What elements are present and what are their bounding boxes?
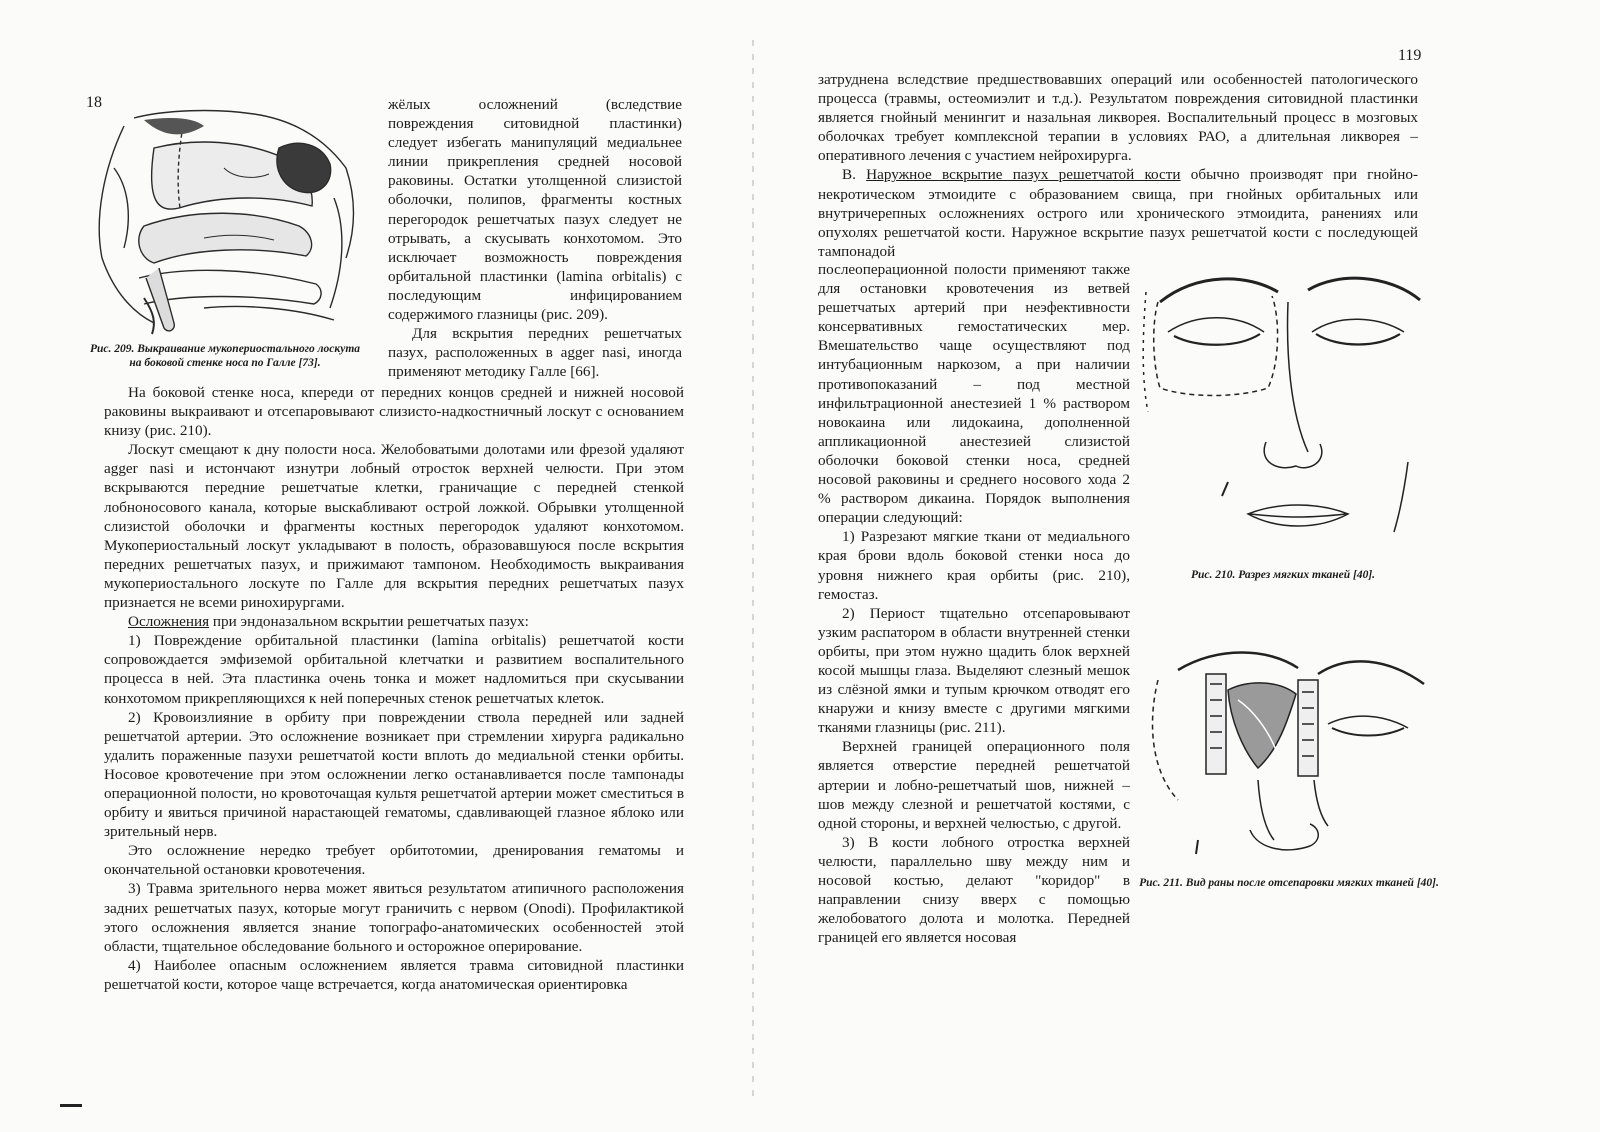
figure-211-caption: Рис. 211. Вид раны после отсепаровки мягких тканей [40]. bbox=[1139, 877, 1439, 889]
complications-intro: при эндоназальном вскрытии решетчатых пазух: bbox=[209, 613, 529, 631]
paragraph: Лоскут смещают к дну полости носа. Желобоватыми долотами или фрезой удаляют agger nasi и истончают изнутри лобный отросток верхней челюсти. При этом вскрываются передние решетчатые клетки, граничащие с передней стенкой лобноносового канала, которые выскабливают острой ложкой. Обрывки утолщенной слизистой оболочки и фрагменты костных перегородок удаляют конхотомом. Мукопериостальный лоскут укладывают в полость, образовавшуюся после вскрытия передних решетчатых пазух, и прижимают тампоном. Необходимость выкраивания мукопериостального лоскуте по Галле для вскрытия передних решетчатых пазух признается не всеми ринохирургами. bbox=[104, 441, 684, 612]
right-col-paragraph: Верхней границей операционного поля является отверстие передней решетчатой артерии и лобно-решетчатый шов, нижней – шов между слезной и решетчатой костями, с одной стороны, и верхней челюстью, с другой. bbox=[818, 738, 1130, 832]
face-incision-illustration bbox=[1138, 262, 1428, 562]
right-top-block bbox=[818, 70, 1418, 261]
wound-illustration bbox=[1138, 640, 1434, 870]
section-heading: Наружное вскрытие пазух решетчатой кости bbox=[866, 166, 1181, 184]
left-col-paragraph: жёлых осложнений (вследствие повреждения ситовидной пластинки) следует избегать манипуляций медиальнее линии прикрепления средней носовой раковины. Остатки утолщенной слизистой оболочки, полипов, фрагменты костных перегородок решетчатых пазух следует не отрывать, а скусывать конхотомом. Это исключает возможность повреждения орбитальной пластинки (lamina orbitalis) с последующим инфицированием содержимого глазницы (рис. 209). bbox=[388, 96, 682, 324]
paragraph: На боковой стенке носа, кпереди от передних концов средней и нижней носовой раковины выкраивают и отсепаровывают слизисто-надкостничный лоскут с основанием книзу (рис. 210). bbox=[104, 384, 684, 440]
left-col-paragraph: Для вскрытия передних решетчатых пазух, расположенных в agger nasi, иногда применяют методику Галле [66]. bbox=[388, 325, 682, 381]
left-page-number: 18 bbox=[86, 94, 102, 111]
figure-209 bbox=[84, 108, 380, 370]
figure-209-caption: Рис. 209. Выкраивание мукопериостального лоскута на боковой стенке носа по Галле [73]. bbox=[89, 343, 361, 369]
left-main-column bbox=[104, 383, 684, 994]
complications-heading: Осложнения bbox=[128, 613, 210, 631]
right-narrow-column bbox=[818, 260, 1130, 947]
complication-item: 1) Повреждение орбитальной пластинки (lamina orbitalis) решетчатой кости сопровождается эмфиземой орбитальной клетчатки и развитием воспалительного процесса в ней. Эта пластинка очень тонка и может надломиться при скусывании конхотомом прикрепляющихся к ней поперечных стенок решетчатых клеток. bbox=[104, 632, 684, 707]
right-col-paragraph: 1) Разрезают мягкие ткани от медиального края брови вдоль боковой стенки носа до уровня нижнего края орбиты (рис. 210), гемостаз. bbox=[818, 528, 1130, 603]
scan-mark bbox=[60, 1104, 82, 1107]
complication-item: 3) Травма зрительного нерва может явиться результатом атипичного расположения задних решетчатых пазух, которые могут граничить с нервом (Onodi). Профилактикой этого осложнения является знание топографо-анатомических особенностей этой области, тщательное обследование больного и осторожное оперирование. bbox=[104, 880, 684, 955]
right-col-paragraph: 3) В кости лобного отростка верхней челюсти, параллельно шву между ним и носовой костью, делают "коридор" в направлении снизу вверх с помощью желобоватого долота и молотка. Передней границей его является носовая bbox=[818, 833, 1130, 947]
left-narrow-column bbox=[388, 95, 682, 381]
right-col-paragraph: послеоперационной полости применяют также для остановки кровотечения из ветвей решетчатых артерий при неэфективности консервативных гемостатических мер. Вмешательство чаще осуществляют под интубационным наркозом, а при наличии противопоказаний – под местной инфильтрационной анестезией 1 % раствором новокаина или лидокаина, дополненной аппликационной анестезией слизистой оболочки боковой стенки носа, средней носовой раковины и среднего носового хода 2 % раствором дикаина. Порядок выполнения операции следующий: bbox=[818, 261, 1130, 527]
section-letter: В. bbox=[842, 166, 867, 184]
nasal-wall-illustration bbox=[84, 108, 366, 336]
figure-210 bbox=[1138, 262, 1428, 582]
page-gutter bbox=[752, 40, 754, 1100]
complications-paragraph bbox=[104, 612, 684, 631]
figure-211 bbox=[1138, 640, 1440, 890]
section-paragraph bbox=[818, 165, 1418, 260]
complication-item: 4) Наиболее опасным осложнением является травма ситовидной пластинки решетчатой кости, которое чаще встречается, когда анатомическая ориентировка bbox=[104, 956, 684, 993]
right-col-paragraph: 2) Периост тщательно отсепаровывают узким распатором в области внутренней стенки орбиты, при этом нужно щадить блок верхней косой мышцы глаза. Выделяют слезный мешок из слёзной ямки и тупым крючком отводят его кнаружи и книзу вместе с другими мягкими тканями глазницы (рис. 211). bbox=[818, 604, 1130, 737]
complication-item: Это осложнение нередко требует орбитотомии, дренирования гематомы и окончательной остановки кровотечения. bbox=[104, 842, 684, 879]
right-page-number: 119 bbox=[1398, 47, 1422, 64]
figure-210-caption: Рис. 210. Разрез мягких тканей [40]. bbox=[1190, 569, 1376, 581]
paragraph: затруднена вследствие предшествовавших операций или особенностей патологического процесса (травмы, остеомиэлит и т.д.). Результатом повреждения ситовидной пластинки является гнойный менингит и назальная ликворея. Воспалительный процесс в мозговых оболочках требует комплексной терапии в условиях РАО, а длительная ликворея – оперативного лечения с участием нейрохирурга. bbox=[818, 71, 1418, 165]
section-rest: обычно производят при гнойно-некротическом этмоидите с образованием свища, при гнойных орбитальных или внутричерепных осложнениях острого или хронического этмоидита, ранениях или опухолях решетчатой кости. Наружное вскрытие пазух решетчатой кости с последующей тампонадой bbox=[818, 166, 1419, 260]
complication-item: 2) Кровоизлияние в орбиту при повреждении ствола передней или задней решетчатой артерии. Это осложнение возникает при стремлении хирурга радикально удалить пораженные пазухи решетчатой кости вплоть до медиальной стенки орбиты. Носовое кровотечение при этом осложнении легко останавливается после тампонады операционной полости, но кровоточащая культя решетчатой артерии может сместиться в орбиту и явиться причиной нарастающей гематомы, сдавливающей глазное яблоко или зрительный нерв. bbox=[104, 708, 684, 841]
